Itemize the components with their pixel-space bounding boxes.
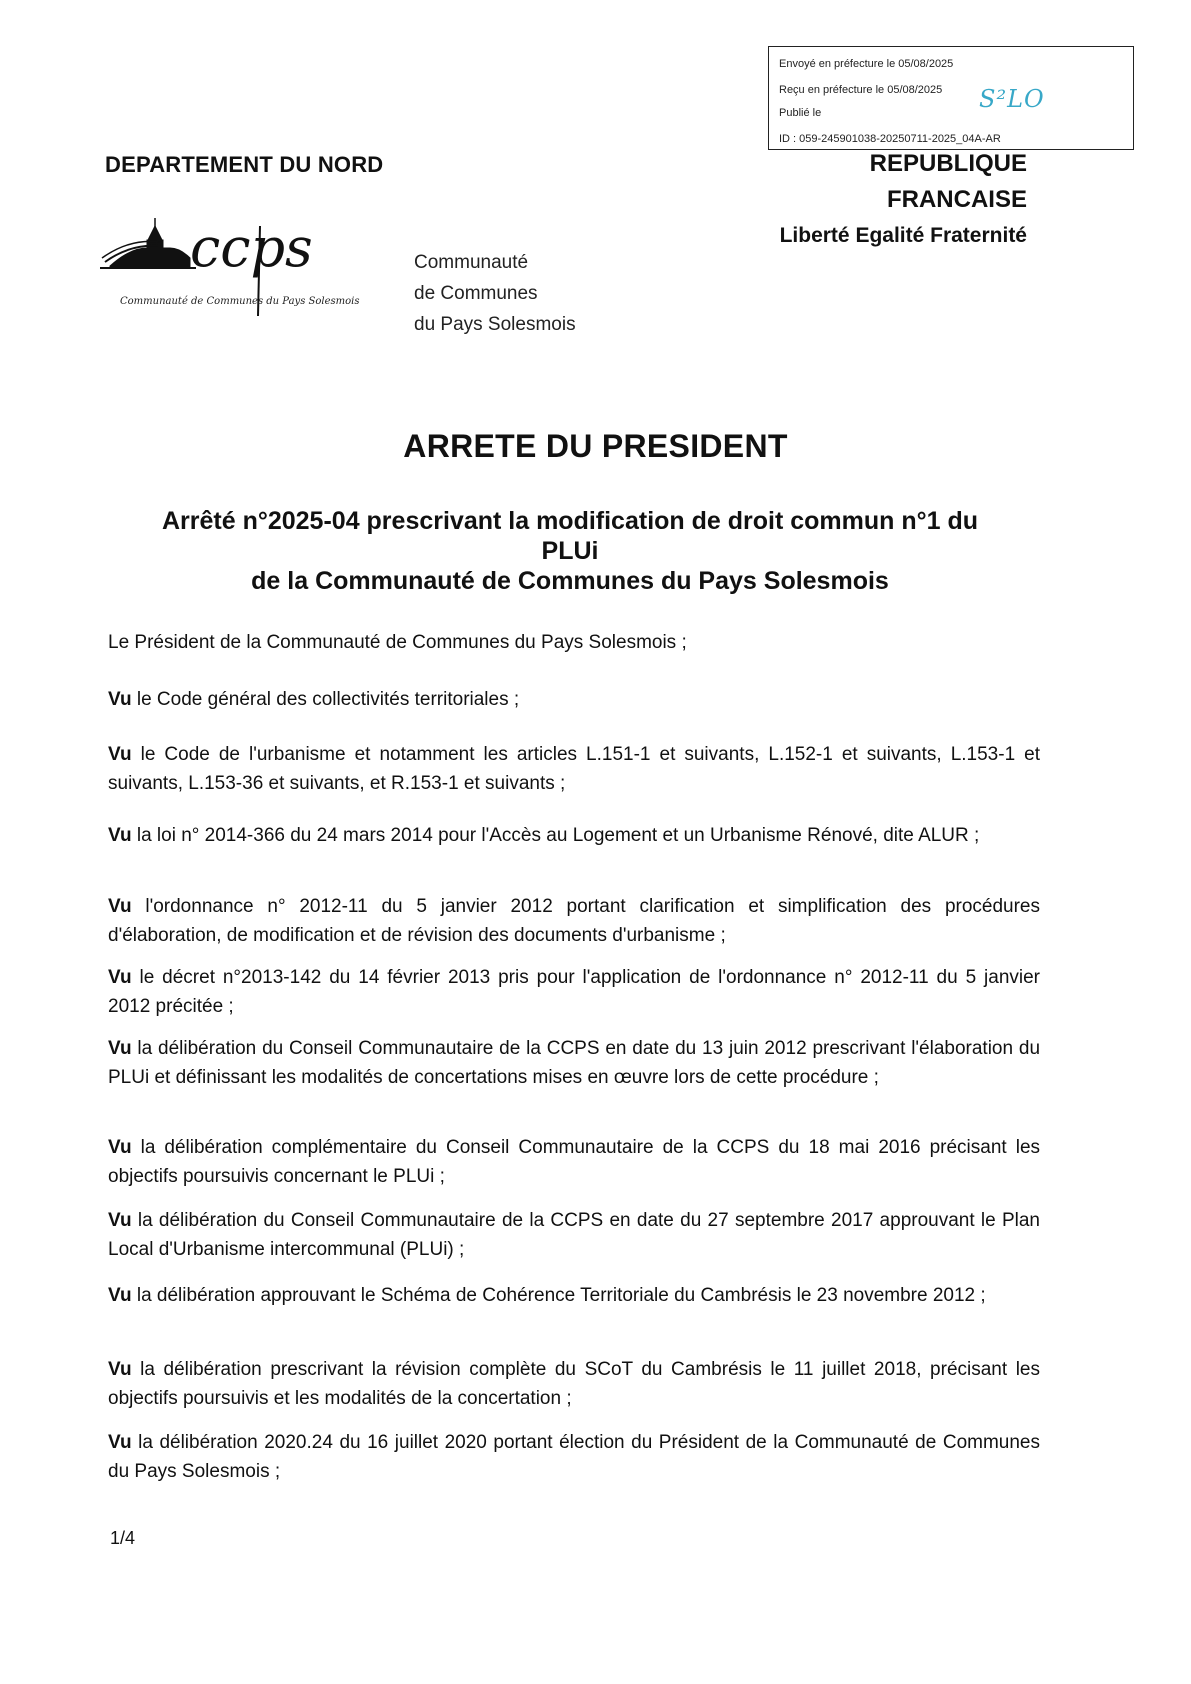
page-number: 1/4 xyxy=(110,1528,136,1548)
stamp-received-date: Reçu en préfecture le 05/08/2025 xyxy=(779,84,943,96)
consideration-text: la délibération 2020.24 du 16 juillet 2020 portant élection du Président de la Communauté de Communes du Pays Solesmois ; xyxy=(108,1432,1040,1482)
consideration-text: le Code de l'urbanisme et notamment les articles L.151-1 et suivants, L.152-1 et suivants, L.153-1 et suivants, L.153-36 et suivants, et R.153-1 et suivants ; xyxy=(108,744,1041,794)
consideration-text: la délibération du Conseil Communautaire de la CCPS en date du 27 septembre 2017 approuvant le Plan Local d'Urbanisme intercommunal (PLUi) ; xyxy=(108,1210,1041,1260)
vu-label: Vu xyxy=(108,744,132,765)
prefecture-stamp xyxy=(768,46,1134,150)
vu-label: Vu xyxy=(108,1210,132,1231)
document-title: ARRETE DU PRESIDENT xyxy=(403,428,788,464)
consideration-text: la délibération du Conseil Communautaire de la CCPS en date du 13 juin 2012 prescrivant l'élaboration du PLUi et définissant les modalités de concertations mises en œuvre lors de cette procédure ; xyxy=(108,1038,1041,1088)
consideration-item xyxy=(108,740,1040,798)
consideration-item xyxy=(108,1355,1040,1413)
consideration-item xyxy=(108,685,1040,714)
consideration-text: le Code général des collectivités territoriales ; xyxy=(136,689,520,710)
ccps-logo xyxy=(100,218,400,338)
republic-motto: Liberté Egalité Fraternité xyxy=(779,224,1027,247)
vu-label: Vu xyxy=(108,825,132,846)
consideration-text: la délibération approuvant le Schéma de Cohérence Territoriale du Cambrésis le 23 novembre 2012 ; xyxy=(136,1285,986,1306)
consideration-item xyxy=(108,1206,1040,1264)
vu-label: Vu xyxy=(108,896,132,917)
stamp-id: ID : 059-245901038-20250711-2025_04A-AR xyxy=(779,133,1001,145)
vu-label: Vu xyxy=(108,1359,132,1380)
consideration-item xyxy=(108,963,1040,1021)
document-subtitle xyxy=(100,506,1040,596)
community-name-line3: du Pays Solesmois xyxy=(414,314,576,335)
subtitle-line2: PLUi xyxy=(541,537,599,565)
consideration-item xyxy=(108,821,1040,850)
vu-label: Vu xyxy=(108,1285,132,1306)
department-heading: DEPARTEMENT DU NORD xyxy=(105,152,384,177)
subtitle-line3: de la Communauté de Communes du Pays Solesmois xyxy=(251,567,889,595)
handwritten-annotation: S²LO xyxy=(979,85,1045,113)
logo-caption: Communauté de Communes du Pays Solesmois xyxy=(120,296,360,307)
consideration-text: la délibération complémentaire du Conseil Communautaire de la CCPS du 18 mai 2016 précisant les objectifs poursuivis concernant le PLUi ; xyxy=(108,1137,1041,1187)
consideration-text: la loi n° 2014-366 du 24 mars 2014 pour l'Accès au Logement et un Urbanisme Rénové, dite ALUR ; xyxy=(136,825,980,846)
intro-paragraph: Le Président de la Communauté de Communes du Pays Solesmois ; xyxy=(108,632,687,653)
republique-line1: REPUBLIQUE xyxy=(869,150,1027,177)
vu-label: Vu xyxy=(108,967,132,988)
community-name-line1: Communauté xyxy=(414,252,529,273)
subtitle-line1: Arrêté n°2025-04 prescrivant la modification de droit commun n°1 du xyxy=(161,507,979,535)
vu-label: Vu xyxy=(108,1432,132,1453)
republique-line2: FRANCAISE xyxy=(886,186,1027,213)
consideration-text: la délibération prescrivant la révision complète du SCoT du Cambrésis le 11 juillet 2018, précisant les objectifs poursuivis et les modalités de la concertation ; xyxy=(108,1359,1041,1409)
consideration-item xyxy=(108,1281,1040,1310)
consideration-item xyxy=(108,892,1040,950)
logo-wordmark: ccps xyxy=(190,218,313,279)
consideration-text: le décret n°2013-142 du 14 février 2013 pris pour l'application de l'ordonnance n° 2012-11 du 5 janvier 2012 précitée ; xyxy=(108,967,1040,1017)
vu-label: Vu xyxy=(108,1038,132,1059)
consideration-item xyxy=(108,1428,1040,1486)
community-name-line2: de Communes xyxy=(414,283,538,304)
stamp-published: Publié le xyxy=(779,107,822,119)
consideration-item xyxy=(108,1133,1040,1191)
vu-label: Vu xyxy=(108,689,132,710)
consideration-text: l'ordonnance n° 2012-11 du 5 janvier 2012 portant clarification et simplification des procédures d'élaboration, de modification et de révision des documents d'urbanisme ; xyxy=(108,896,1040,946)
vu-label: Vu xyxy=(108,1137,132,1158)
stamp-sent-date: Envoyé en préfecture le 05/08/2025 xyxy=(779,58,954,70)
consideration-item xyxy=(108,1034,1040,1092)
